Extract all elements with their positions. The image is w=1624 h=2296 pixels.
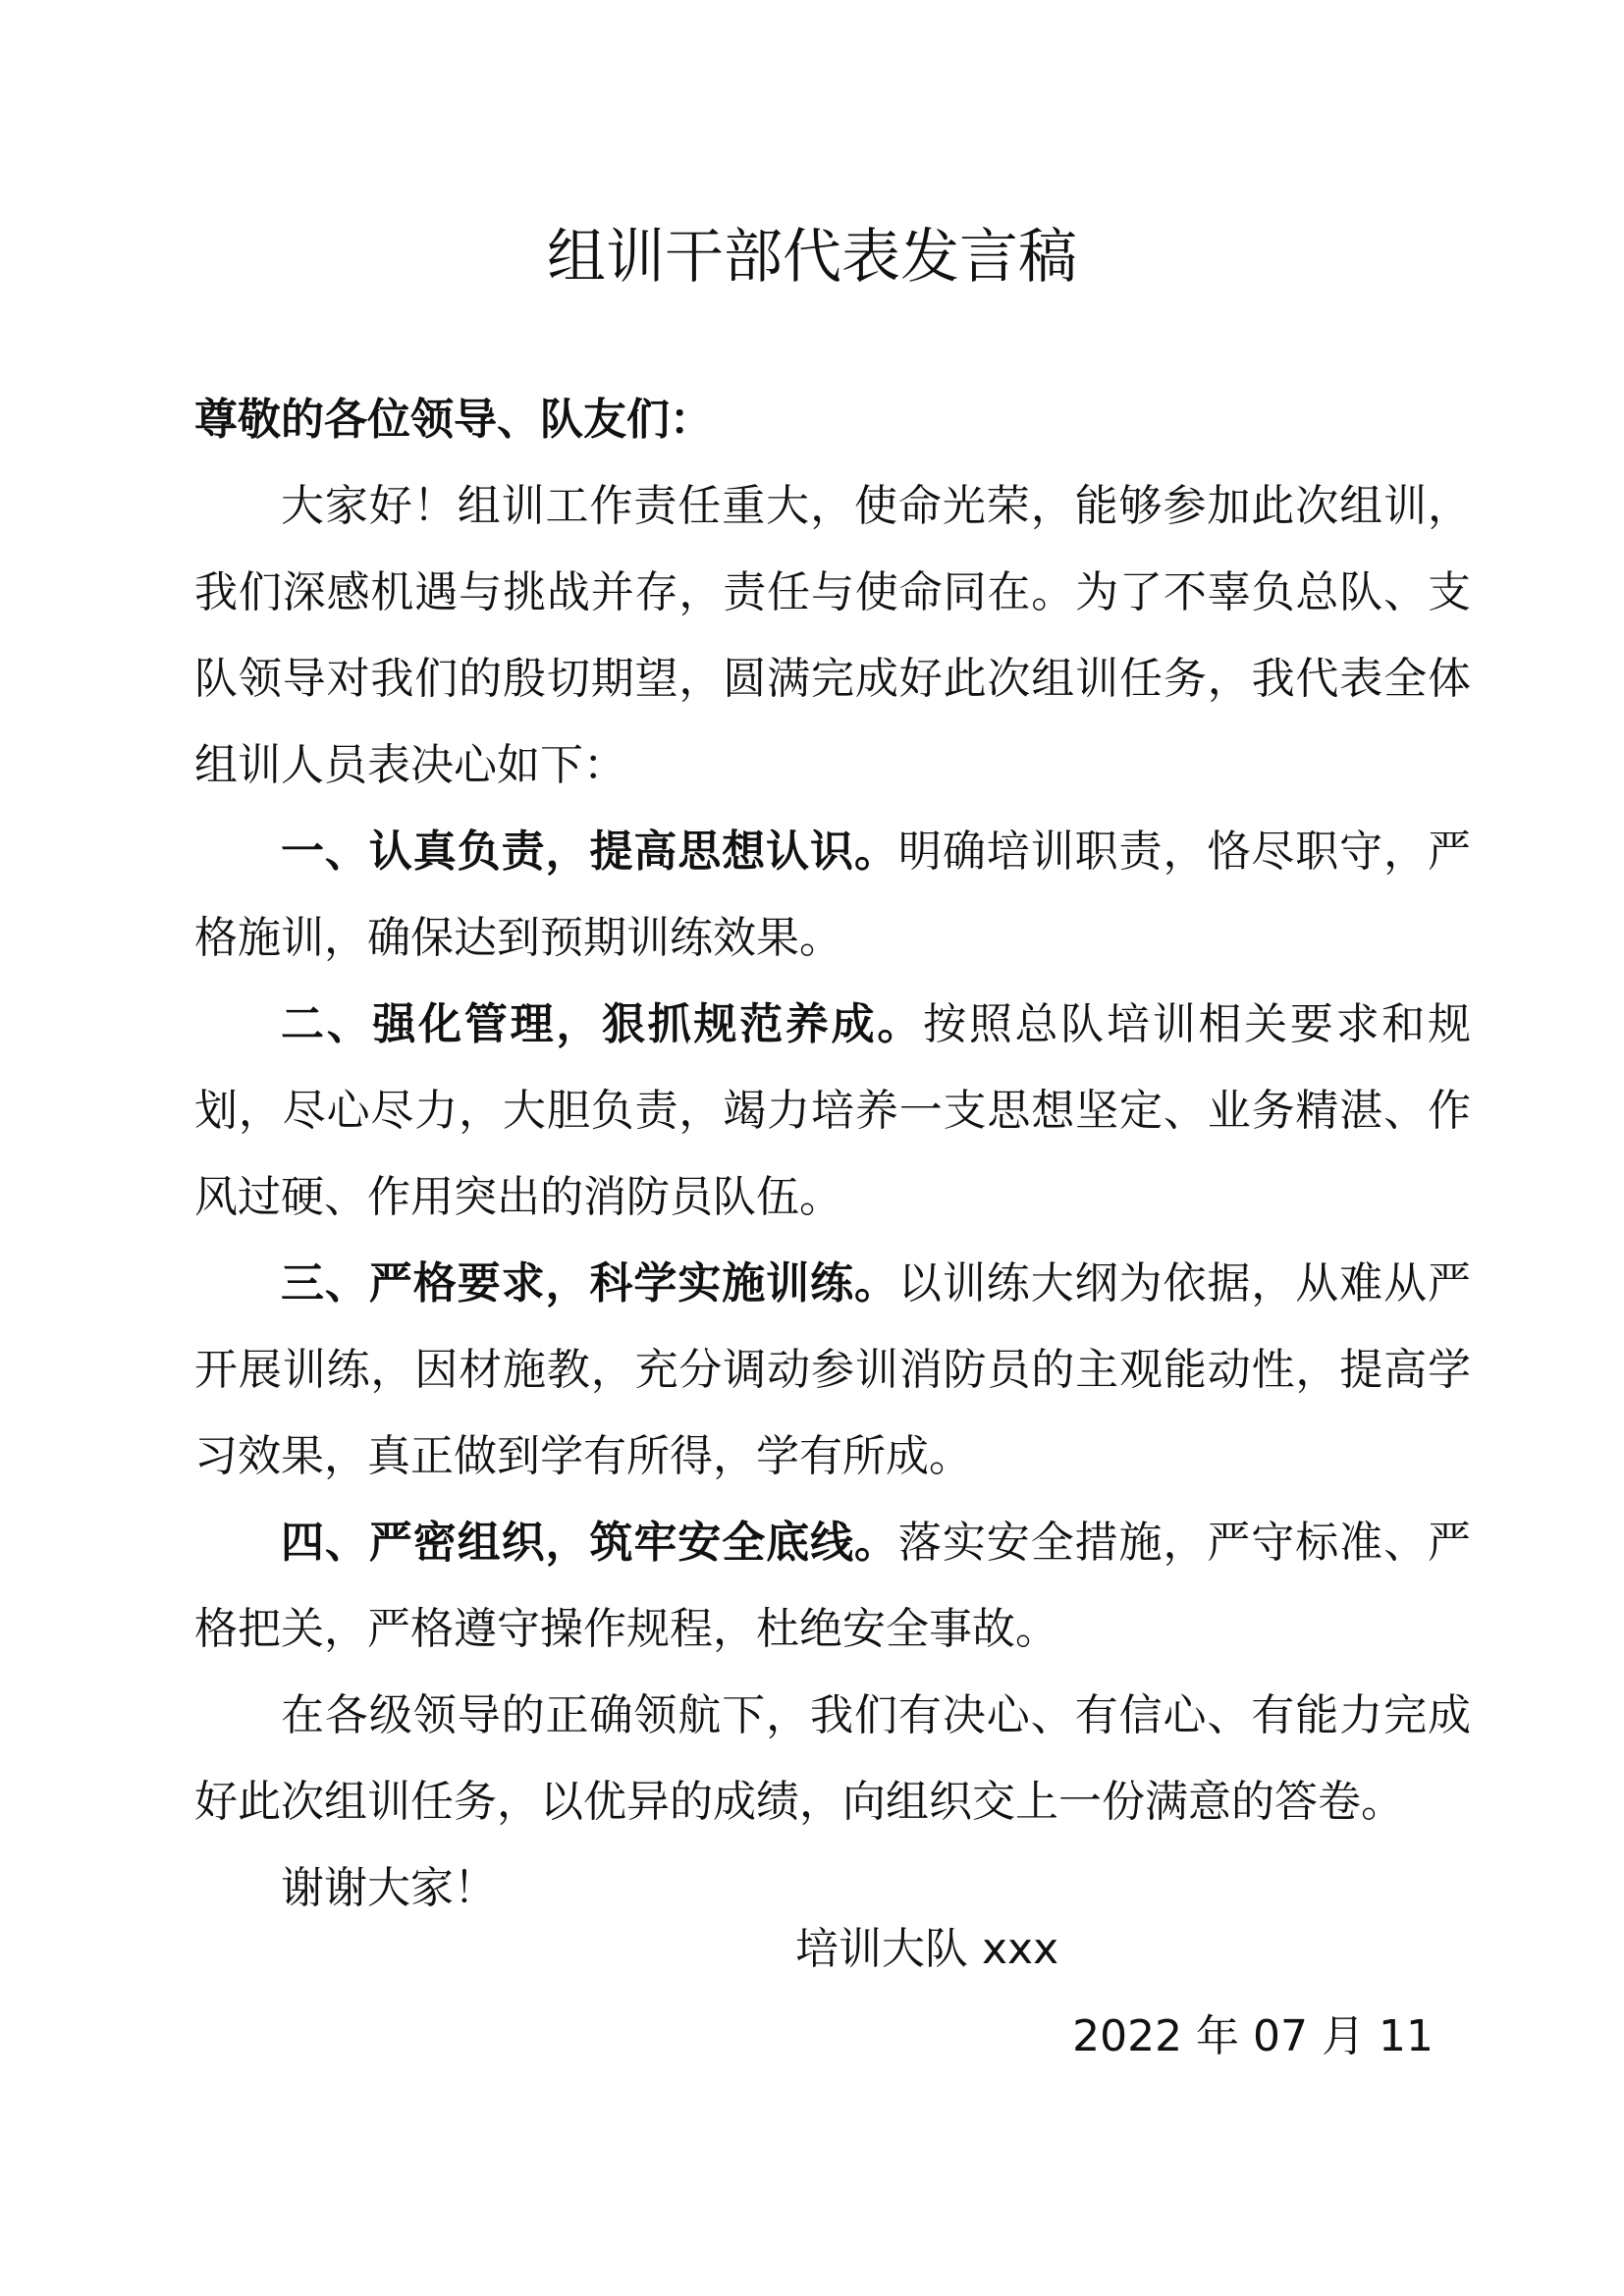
point-heading-1: 一、认真负责，提高思想认识。 — [281, 827, 898, 877]
point-heading-4: 四、严密组织，筑牢安全底线。 — [281, 1518, 898, 1568]
date: 2022 年 07 月 11 — [1072, 2011, 1434, 2061]
point-paragraph-2 — [194, 982, 1471, 1241]
document-body — [194, 377, 1471, 1932]
point-heading-3: 三、严格要求，科学实施训练。 — [281, 1258, 898, 1308]
point-text-1: 明确培训职责，恪尽职守，严格施训，确保达到预期训练效果。 — [194, 827, 1471, 963]
closing-paragraph: 在各级领导的正确领航下，我们有决心、有信心、有能力完成好此次组训任务，以优异的成绩，向组织交上一份满意的答卷。 — [194, 1690, 1471, 1827]
document-title: 组训干部代表发言稿 — [547, 223, 1077, 292]
point-text-2: 按照总队培训相关要求和规划，尽心尽力，大胆负责，竭力培养一支思想坚定、业务精湛、作风过硬、作用突出的消防员队伍。 — [194, 999, 1472, 1222]
point-paragraph-3 — [194, 1241, 1471, 1500]
point-paragraph-1 — [194, 809, 1471, 982]
intro-paragraph: 大家好！组训工作责任重大，使命光荣，能够参加此次组训，我们深感机遇与挑战并存，责任与使命同在。为了不辜负总队、支队领导对我们的殷切期望，圆满完成好此次组训任务，我代表全体组训人员表决心如下： — [194, 481, 1471, 790]
salutation: 尊敬的各位领导、队友们： — [194, 395, 713, 445]
thanks-line: 谢谢大家！ — [281, 1863, 497, 1913]
point-paragraph-4 — [194, 1500, 1471, 1673]
point-text-4: 落实安全措施，严守标准、严格把关，严格遵守操作规程，杜绝安全事故。 — [194, 1518, 1471, 1654]
signature: 培训大队 xxx — [795, 1924, 1059, 1974]
point-text-3: 以训练大纲为依据，从难从严开展训练，因材施教，充分调动参训消防员的主观能动性，提高学习效果，真正做到学有所得，学有所成。 — [194, 1258, 1471, 1481]
point-heading-2: 二、强化管理，狠抓规范养成。 — [281, 999, 924, 1049]
